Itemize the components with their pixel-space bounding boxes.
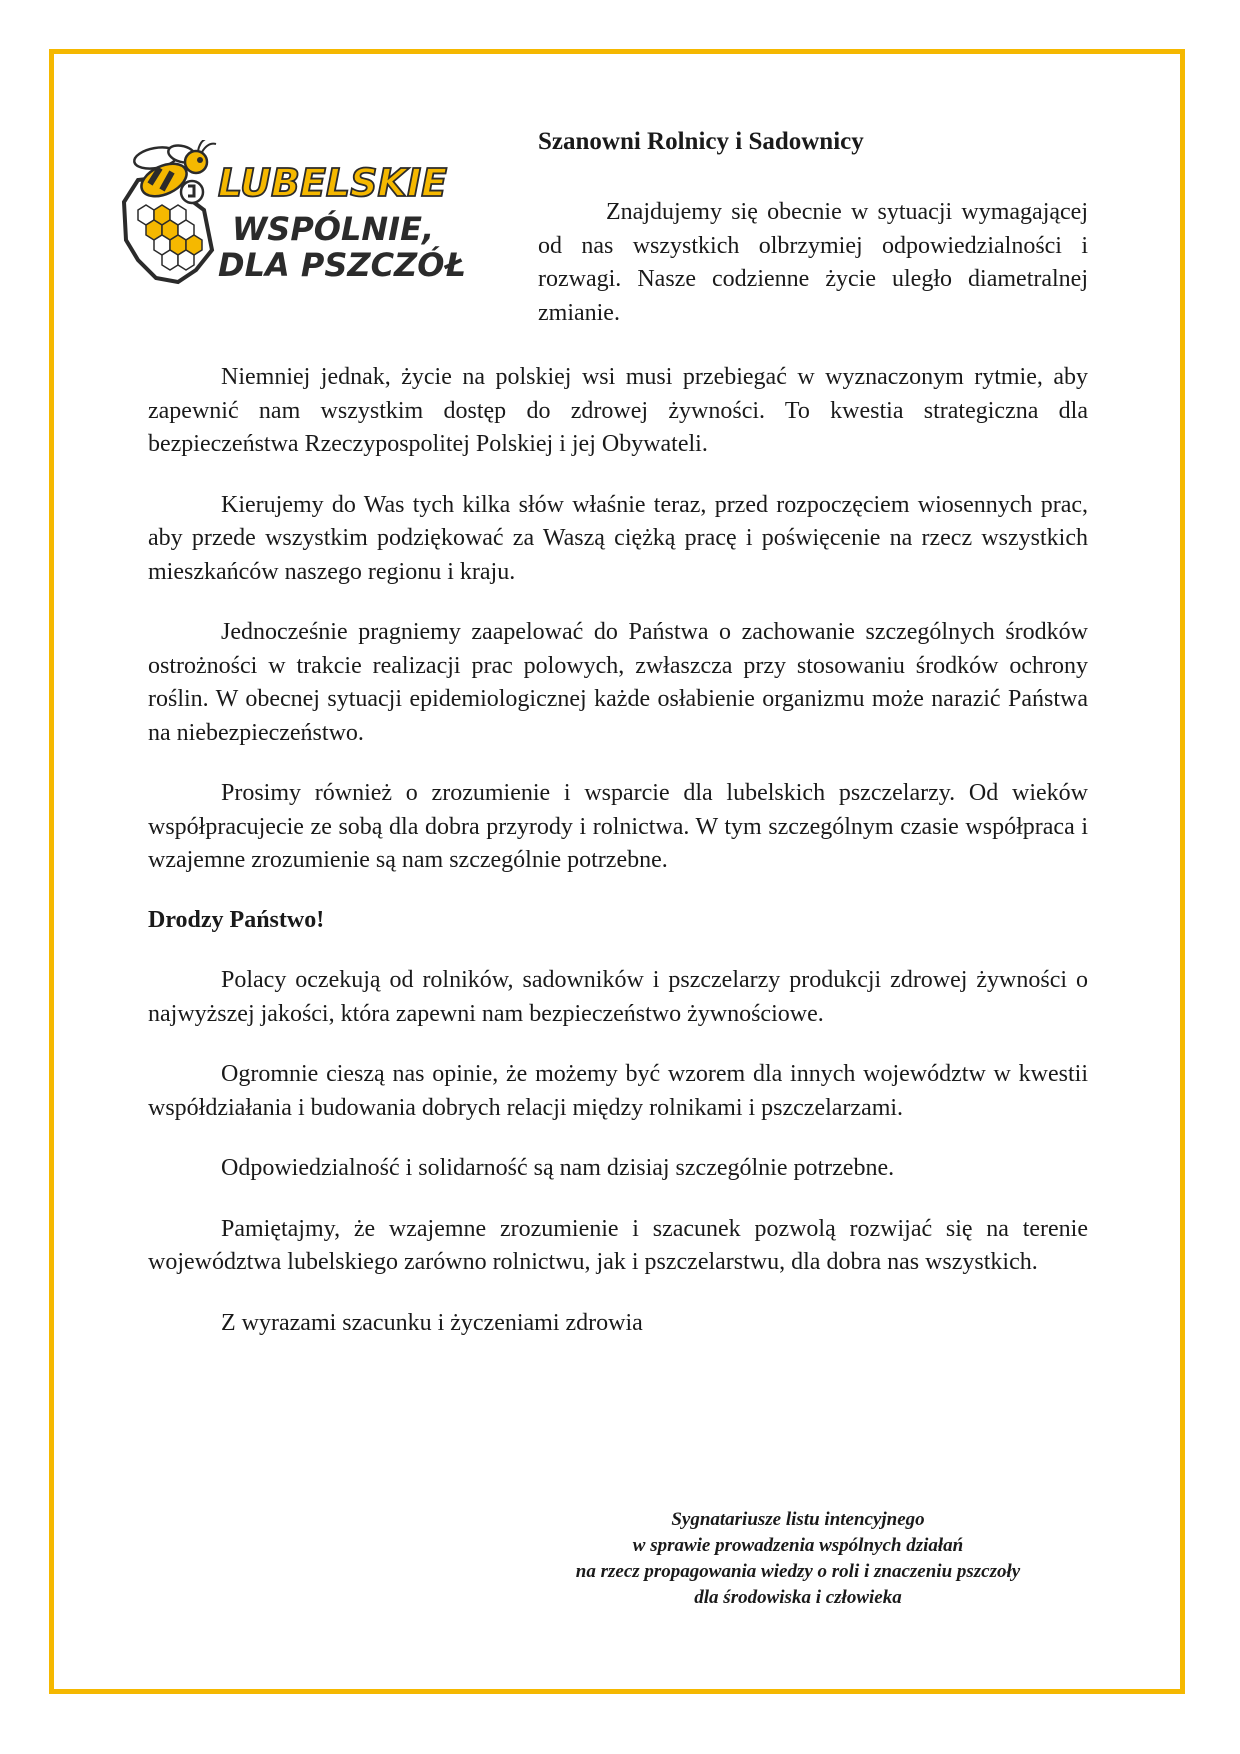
signature-line: na rzecz propagowania wiedzy o roli i znaczeniu pszczoły	[575, 1561, 1021, 1582]
letter-closing: Z wyrazami szacunku i życzeniami zdrowia	[221, 1309, 643, 1336]
body-paragraph: Pamiętajmy, że wzajemne zrozumienie i szacunek pozwolą rozwijać się na terenie województwa lubelskiego zarówno rolnictwu, jak i pszczelarstwu, dla dobra nas wszystkich.	[148, 1215, 1088, 1275]
body-paragraph: Niemniej jednak, życie na polskiej wsi musi przebiegać w wyznaczonym rytmie, aby zapewnić nam wszystkim dostęp do zdrowej żywności. To kwestia strategiczna dla bezpieczeństwa Rzeczypospolitej Polskiej i jej Obywateli.	[148, 364, 1088, 457]
signature-line: dla środowiska i człowieka	[694, 1587, 902, 1608]
body-paragraph: Kierujemy do Was tych kilka słów właśnie teraz, przed rozpoczęciem wiosennych prac, aby przede wszystkim podziękować za Waszą ciężką pracę i poświęcenie na rzecz wszystkich mieszkańców naszego regionu i kraju.	[148, 491, 1088, 585]
body-paragraph: Jednocześnie pragniemy zaapelować do Państwa o zachowanie szczególnych środków ostrożności w trakcie realizacji prac polowych, zwłaszcza przy stosowaniu środków ochrony roślin. W obecnej sytuacji epidemiologicznej każde osłabienie organizmu może narazić Państwa na niebezpieczeństwo.	[148, 619, 1088, 746]
signatories-block	[508, 1507, 1088, 1611]
body-paragraph: Ogromnie cieszą nas opinie, że możemy być wzorem dla innych województw w kwestii współdziałania i budowania dobrych relacji między rolnikami i pszczelarzami.	[148, 1061, 1088, 1121]
logo-text-dla-pszczol: DLA PSZCZÓŁ	[218, 246, 466, 284]
body-paragraph: Odpowiedzialność i solidarność są nam dzisiaj szczególnie potrzebne.	[221, 1155, 895, 1181]
logo-text-lubelskie: LUBELSKIE	[218, 161, 448, 205]
lubelskie-bee-logo	[116, 140, 466, 315]
letter-intro-paragraph: Znajdujemy się obecnie w sytuacji wymagającej od nas wszystkich olbrzymiej odpowiedzialności i rozwagi. Nasze codzienne życie uległo diametralnej zmianie.	[538, 199, 1088, 326]
signature-line: w sprawie prowadzenia wspólnych działań	[632, 1535, 964, 1556]
logo-text-wspolnie: WSPÓLNIE,	[232, 210, 435, 248]
letter-salutation: Drodzy Państwo!	[148, 906, 325, 933]
body-paragraph: Prosimy również o zrozumienie i wsparcie dla lubelskich pszczelarzy. Od wieków współpracujecie ze sobą dla dobra przyrody i rolnictwa. W tym szczególnym czasie współpraca i wzajemne zrozumienie są nam szczególnie potrzebne.	[148, 780, 1088, 873]
body-paragraph: Polacy oczekują od rolników, sadowników i pszczelarzy produkcji zdrowej żywności o najwyższej jakości, która zapewni nam bezpieczeństwo żywnościowe.	[148, 967, 1088, 1027]
signature-line: Sygnatariusze listu intencyjnego	[671, 1509, 925, 1530]
letter-body	[148, 361, 1088, 1340]
letter-greeting: Szanowni Rolnicy i Sadownicy	[538, 128, 864, 155]
